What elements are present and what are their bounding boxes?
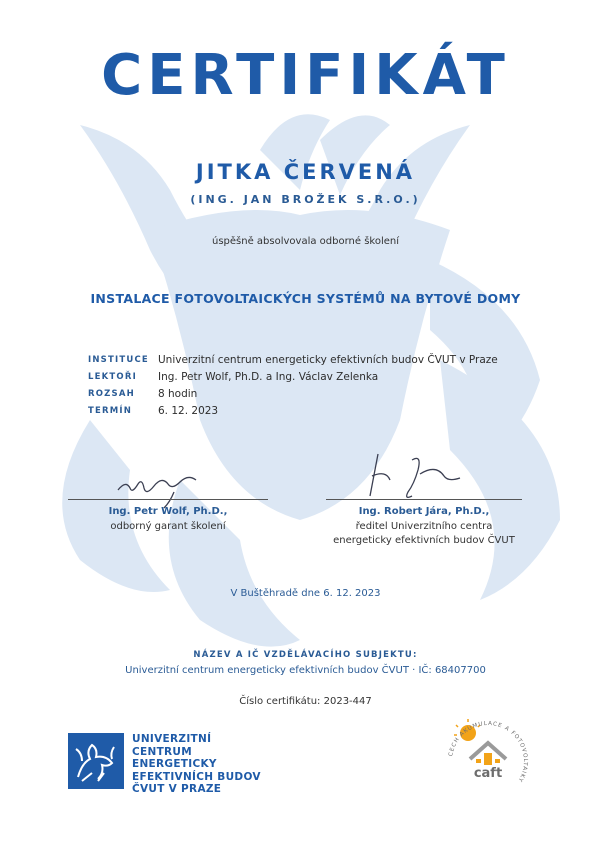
signature-line-left (68, 499, 268, 500)
detail-value: 8 hodin (158, 388, 198, 400)
detail-value: Univerzitní centrum energeticky efektivních budov ČVUT v Praze (158, 354, 498, 366)
detail-value: 6. 12. 2023 (158, 405, 219, 417)
detail-label: LEKTOŘI (88, 372, 137, 382)
detail-label: ROZSAH (88, 389, 135, 399)
certificate-number: Číslo certifikátu: 2023-447 (239, 696, 372, 707)
detail-label: TERMÍN (88, 406, 133, 416)
cvut-logo-text (132, 733, 261, 796)
signatory-left-name: Ing. Petr Wolf, Ph.D., (108, 506, 228, 517)
signatory-left-role: odborný garant školení (110, 521, 226, 532)
recipient-company: (ING. JAN BROŽEK S.R.O.) (190, 193, 421, 206)
detail-value: Ing. Petr Wolf, Ph.D. a Ing. Václav Zelenka (158, 371, 379, 383)
signatory-right-role-line2: energeticky efektivních budov ČVUT (333, 535, 515, 546)
signatory-right-name: Ing. Robert Jára, Ph.D., (358, 506, 490, 517)
signature-right-icon (350, 450, 480, 506)
cvut-logo-line: CENTRUM (132, 745, 192, 758)
signature-line-right (326, 499, 522, 500)
recipient-name: JITKA ČERVENÁ (195, 160, 416, 184)
cvut-lion-logo-icon (68, 733, 124, 789)
subject-label: NÁZEV A IČ VZDĚLÁVACÍHO SUBJEKTU: (193, 650, 418, 660)
cvut-logo-line: ENERGETICKY (132, 758, 217, 771)
caft-logo-name: caft (473, 766, 503, 781)
detail-label: INSTITUCE (88, 355, 149, 365)
course-title: INSTALACE FOTOVOLTAICKÝCH SYSTÉMŮ NA BYTOVÉ DOMY (90, 291, 521, 306)
subject-value: Univerzitní centrum energeticky efektivních budov ČVUT · IČ: 68407700 (125, 665, 486, 676)
cvut-logo-line: ČVUT V PRAZE (132, 783, 222, 796)
cvut-logo-line: EFEKTIVNÍCH BUDOV (132, 770, 261, 783)
completion-statement: úspěšně absolvovala odborné školení (211, 236, 400, 247)
signatory-right-role-line1: ředitel Univerzitního centra (355, 521, 493, 532)
caft-ring-text: CECH AKUMULACE A FOTOVOLTAIKY (448, 720, 529, 784)
place-and-date: V Buštěhradě dne 6. 12. 2023 (230, 588, 381, 599)
cvut-logo-line: UNIVERZITNÍ (132, 733, 212, 745)
signature-left-icon (112, 462, 232, 510)
caft-logo-icon (440, 713, 536, 809)
certificate-title: CERTIFIKÁT (101, 43, 510, 108)
